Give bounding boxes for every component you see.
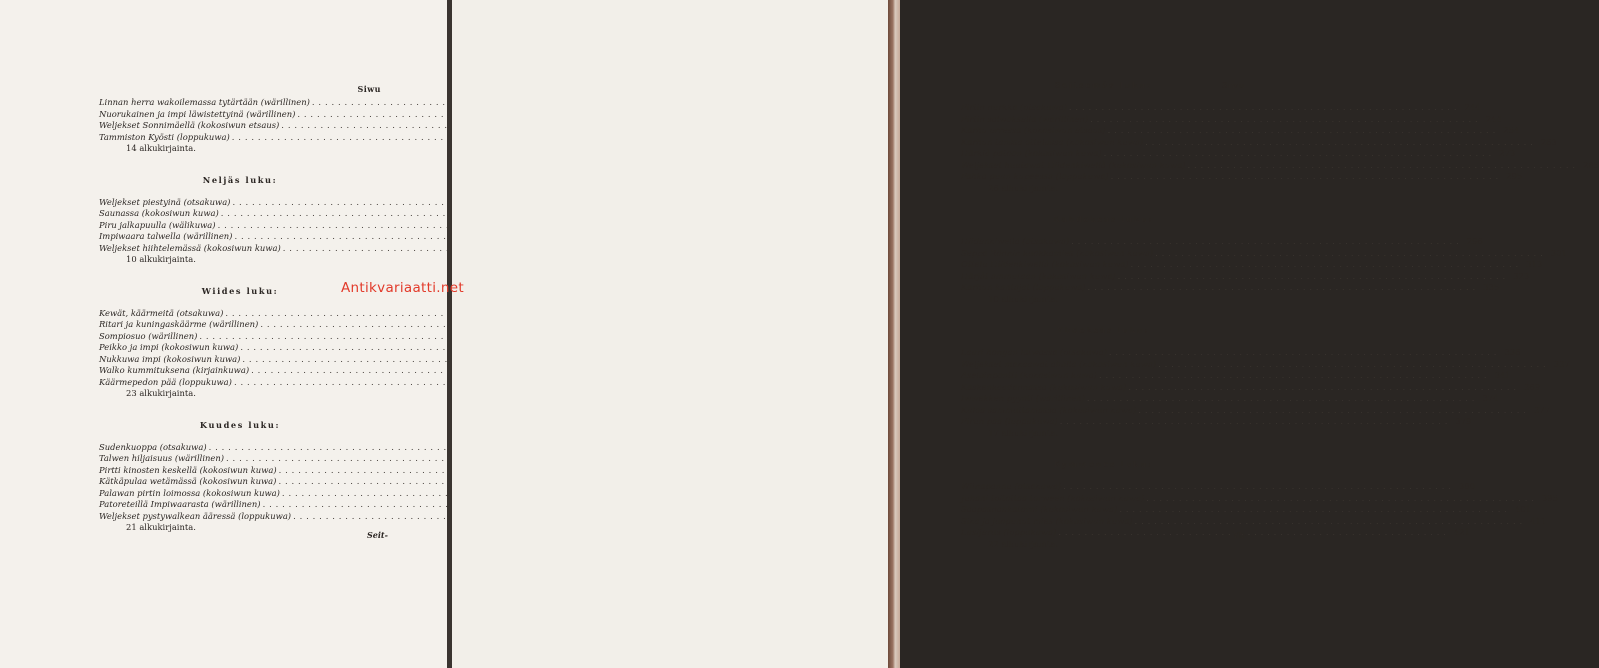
dot-leader [1153, 248, 1545, 260]
entry-title: Peikko ja impi (kokosiwun kuwa) [99, 342, 239, 352]
dot-leader [1106, 125, 1498, 137]
toc-entry [99, 109, 381, 121]
chapter-title: Kymmenes luku: [1053, 459, 1153, 469]
toc-entry [961, 113, 1502, 126]
left-page [0, 0, 448, 668]
entry-title: Seppä Rönnin kuokkamies (kokosiwun kuwa) [961, 247, 1154, 258]
entry-page: 263 [1540, 136, 1557, 147]
dot-leader [1185, 160, 1577, 172]
entry-title: Karhu orressa (kokosiwun etsaus) [961, 125, 1106, 135]
entry-page: 421 [1453, 527, 1470, 537]
entry-title: Kewät, käärmeitä (otsakuwa) [99, 307, 224, 318]
entry-page: 285 [1583, 159, 1599, 170]
toc-entry [99, 319, 381, 331]
heading-gap [961, 94, 1245, 102]
entry-title: Tammiston Kyösti (loppukuwa) [99, 131, 230, 142]
dot-leader [1102, 148, 1494, 160]
initials-count: 10 alkukirjainta. [126, 254, 196, 264]
toc-entry [99, 499, 381, 511]
entry-title: Patoreteillä Impiwaarasta (wärillinen) [99, 499, 261, 509]
chapter-heading [99, 420, 381, 434]
dot-leader [1126, 382, 1518, 394]
page-column-label: Siwu [357, 84, 381, 94]
chapter-heading [961, 214, 1245, 228]
heading-gap [961, 473, 1245, 481]
dot-leader [1058, 416, 1450, 428]
toc-entry [961, 270, 1530, 283]
dot-leader [1109, 171, 1501, 183]
entry-title: Iwwekken pyynti (wärillinen) [961, 393, 1085, 403]
toc-entry [99, 308, 381, 320]
entry-title: Aseloinpöntti (kokosiwun kuwa) [961, 370, 1097, 380]
dot-leader [1086, 282, 1478, 294]
entry-title: Impiwaara talwella (wärillinen) [99, 231, 233, 241]
chapter-heading [99, 175, 381, 189]
entry-title: Härkiä patoon (kokosiwun kuwa) [961, 148, 1102, 158]
entry-page: 296 [1466, 236, 1483, 246]
catchword: Seit- [367, 530, 388, 540]
entry-title: Ritari ja kuningaskäärme (wärillinen) [99, 319, 259, 329]
toc-entry [99, 197, 381, 209]
chapter-title: Seitsemäs luku: [1054, 80, 1152, 90]
toc-entry [961, 358, 1570, 371]
entry-page: 244 [1464, 102, 1481, 112]
dot-leader [1107, 347, 1499, 359]
dot-leader [1067, 102, 1459, 114]
entry-title: Pirun pää (loppukuwa) [961, 416, 1058, 426]
section-gap [99, 155, 381, 175]
initials-count: 10 alkukirjainta. [988, 293, 1058, 304]
entry-title: Kätkäpulaa wetämässä (kokosiwun kuwa) [99, 476, 277, 486]
entry-page: 244 [1485, 113, 1502, 124]
entry-title: Karhun kantajat (loppukuwa) [961, 282, 1086, 292]
toc-entry [961, 370, 1511, 382]
entry-title: Saunassa (kokosiwun kuwa) [99, 208, 219, 218]
toc-entry [99, 476, 381, 488]
toc-entry [99, 342, 381, 354]
dot-leader [1088, 114, 1480, 126]
entry-page: 313 [1526, 259, 1543, 269]
section-gap [961, 439, 1245, 459]
initials-count: 23 alkukirjainta. [126, 388, 196, 398]
toc-entry [961, 393, 1499, 405]
right-page [452, 0, 1599, 668]
toc-entry [961, 504, 1531, 516]
book-edge [888, 0, 900, 668]
toc-entry [961, 148, 1516, 160]
heading-gap [99, 189, 381, 197]
entry-title: Wiinapannu (otsakuwa) [961, 481, 1062, 491]
left-table-of-contents [99, 84, 381, 534]
entry-title: Palawan pirtin loimossa (kokosiwun kuwa) [99, 487, 280, 498]
entry-page: 273 [1499, 148, 1516, 158]
toc-entry [99, 377, 381, 389]
entry-title: Weljekset makaawat aholla (kokosiwun kuwa) [961, 358, 1157, 369]
toc-entry [961, 481, 1475, 493]
entry-page: 337 [1553, 358, 1570, 369]
chapter-title: Yhdeksäs luku: [1057, 325, 1149, 335]
toc-entry [99, 453, 381, 465]
catchword: Yh- [1233, 530, 1248, 540]
toc-entry [961, 527, 1470, 539]
entry-page: 341 [1494, 370, 1511, 380]
entry-title: Härjät ammutaan (kokosiwun kuwa) [961, 270, 1116, 281]
toc-entry [99, 331, 381, 343]
heading-gap [99, 300, 381, 308]
entry-page: 369 [1524, 381, 1541, 392]
dot-leader [1116, 271, 1508, 283]
toc-entry [99, 243, 381, 255]
chapter-title: Kuudes luku: [199, 419, 281, 430]
entry-title: Juhani toitottaa torween (kokosiwun kuwa) [961, 492, 1145, 503]
toc-entry [961, 159, 1599, 172]
dot-leader [1097, 370, 1489, 382]
toc-entry [99, 120, 381, 132]
entry-title: Pahka puun kupeessa (loppukuwa) [961, 171, 1109, 181]
toc-entry [99, 465, 381, 477]
entry-page: 401 [1514, 504, 1531, 514]
entry-page: 411 [1530, 515, 1547, 526]
toc-entry [99, 511, 381, 523]
dot-leader [1085, 393, 1477, 405]
entry-title: Weljekset Sonnimäellä (kokosiwun etsaus) [99, 120, 280, 130]
entry-page: 295 [1506, 171, 1523, 181]
chapter-heading [961, 459, 1245, 473]
section-gap [99, 400, 381, 420]
entry-title: Walko kummituksena (kirjainkuwa) [99, 365, 250, 375]
entry-title: Karhun tanssa ottelussa (kokosiwun kuwa) [961, 136, 1144, 147]
entry-title: Nukkuwa impi (kokosiwun kuwa) [99, 353, 241, 364]
toc-entry [961, 515, 1547, 528]
toc-entry [961, 282, 1500, 294]
dot-leader [1156, 359, 1548, 371]
entry-title: Ottelu Hiidenkiwellä (kokosiwun kuwa) [961, 259, 1129, 269]
chapter-heading [99, 286, 381, 300]
toc-entry [961, 381, 1541, 394]
entry-page: 335 [1483, 282, 1500, 292]
toc-entry [961, 259, 1543, 271]
dot-leader [1133, 516, 1525, 528]
entry-title: Pirtin nurkka (otsakuwa) [961, 102, 1067, 112]
toc-entry [99, 132, 381, 144]
initials-count: 17 alkukirjainta. [988, 427, 1058, 438]
entry-title: Kuloa sammuttamassa (kokosiwun kuwa) [961, 404, 1137, 415]
dot-leader [1144, 493, 1536, 505]
entry-title: Sompiosuo (wärillinen) [99, 330, 198, 341]
dot-leader [1143, 137, 1535, 149]
initials-count: 21 alkukirjainta. [126, 522, 196, 532]
entry-page: 379 [1455, 416, 1472, 426]
toc-entry [99, 442, 381, 454]
toc-entry [961, 347, 1521, 359]
right-table-of-contents [961, 80, 1599, 550]
toc-entry [961, 136, 1557, 149]
entry-title: Saapasnahkatorni (kokosiwun kuwa) [961, 504, 1118, 514]
entry-title: Weljekset huutawat Hiidenkiwellä (kokosiwun kuwa) [961, 159, 1186, 170]
page-column-label: Siwu [1221, 80, 1245, 90]
toc-entry [99, 97, 381, 109]
chapter-heading [961, 80, 1245, 94]
entry-page: 301 [1550, 247, 1567, 258]
dot-leader [1129, 259, 1521, 271]
entry-title: Kaskenkaadannassa (kokosiwun kuwa) [961, 381, 1127, 392]
toc-entry [961, 125, 1520, 137]
toc-entry [99, 220, 381, 232]
chapter-heading [961, 325, 1245, 339]
toc-entry [961, 247, 1567, 260]
entry-page: 395 [1541, 492, 1558, 503]
toc-entry [99, 488, 381, 500]
entry-page: 380 [1458, 481, 1475, 491]
toc-entry [99, 208, 381, 220]
entry-title: Lauri hongan latwassa (otsakuwa) [961, 347, 1107, 357]
initials-count: 26 alkukirjainta. [988, 182, 1058, 193]
dot-leader [1069, 236, 1461, 248]
initials-count: 22 alkukirjainta. [988, 538, 1058, 549]
entry-page: 336 [1504, 347, 1521, 357]
entry-title: Weljekset pystywalkean ääressä (loppukuwa) [99, 510, 292, 521]
heading-gap [99, 434, 381, 442]
entry-title: Nuorukainen ja impi läwistettyinä (wärillinen) [99, 108, 296, 119]
entry-title: Pirtti kinosten keskellä (kokosiwun kuwa) [99, 464, 277, 475]
entry-title: Piru jalkapuulla (wälikuwa) [99, 219, 216, 230]
entry-page: 377 [1533, 404, 1550, 415]
watermark: Antikvariaatti.net [341, 280, 464, 296]
dot-leader [1136, 405, 1528, 417]
section-gap [99, 266, 381, 286]
toc-entry [961, 404, 1550, 417]
chapter-title: Wiides luku: [201, 285, 279, 296]
entry-title: Hiidenkiwellä (otsakuwa) [961, 236, 1070, 246]
entry-page: 254 [1503, 125, 1520, 135]
toc-entry [961, 102, 1481, 114]
toc-entry [961, 171, 1523, 183]
entry-title: Käärmepedon pää (loppukuwa) [99, 376, 232, 387]
entry-title: Sika ja juopunut mies (kokosiwun kuwa) [961, 515, 1133, 526]
entry-title: Pirtin salwoksella (wärillinen) [961, 113, 1089, 124]
initials-count: 14 alkukirjainta. [126, 143, 196, 153]
entry-title: Linnan herra wakoilemassa tytärtään (wärillinen) [99, 97, 310, 107]
toc-entry [961, 416, 1472, 428]
toc-entry [961, 236, 1483, 248]
chapter-title: Neljäs luku: [202, 174, 278, 185]
toc-entry [99, 365, 381, 377]
section-gap [961, 194, 1245, 214]
toc-entry [99, 231, 381, 243]
heading-gap [961, 339, 1245, 347]
entry-page: 374 [1482, 393, 1499, 403]
section-gap [961, 305, 1245, 325]
entry-title: Weljekset hiihtelemässä (kokosiwun kuwa) [99, 242, 281, 253]
dot-leader [1117, 504, 1509, 516]
dot-leader [1061, 481, 1453, 493]
entry-title: Talwen hiljaisuus (wärillinen) [99, 453, 225, 463]
entry-title: Weljekset piestyinä (otsakuwa) [99, 196, 231, 207]
entry-title: Sudenkuoppa (otsakuwa) [99, 441, 207, 452]
chapter-title: Kahdeksas luku: [1052, 214, 1154, 224]
heading-gap [961, 228, 1245, 236]
entry-page: 323 [1513, 270, 1530, 281]
toc-entry [961, 492, 1558, 505]
toc-entry [99, 354, 381, 366]
dot-leader [1056, 527, 1448, 539]
entry-title: Lusiferus (loppukuwa) [961, 527, 1057, 537]
